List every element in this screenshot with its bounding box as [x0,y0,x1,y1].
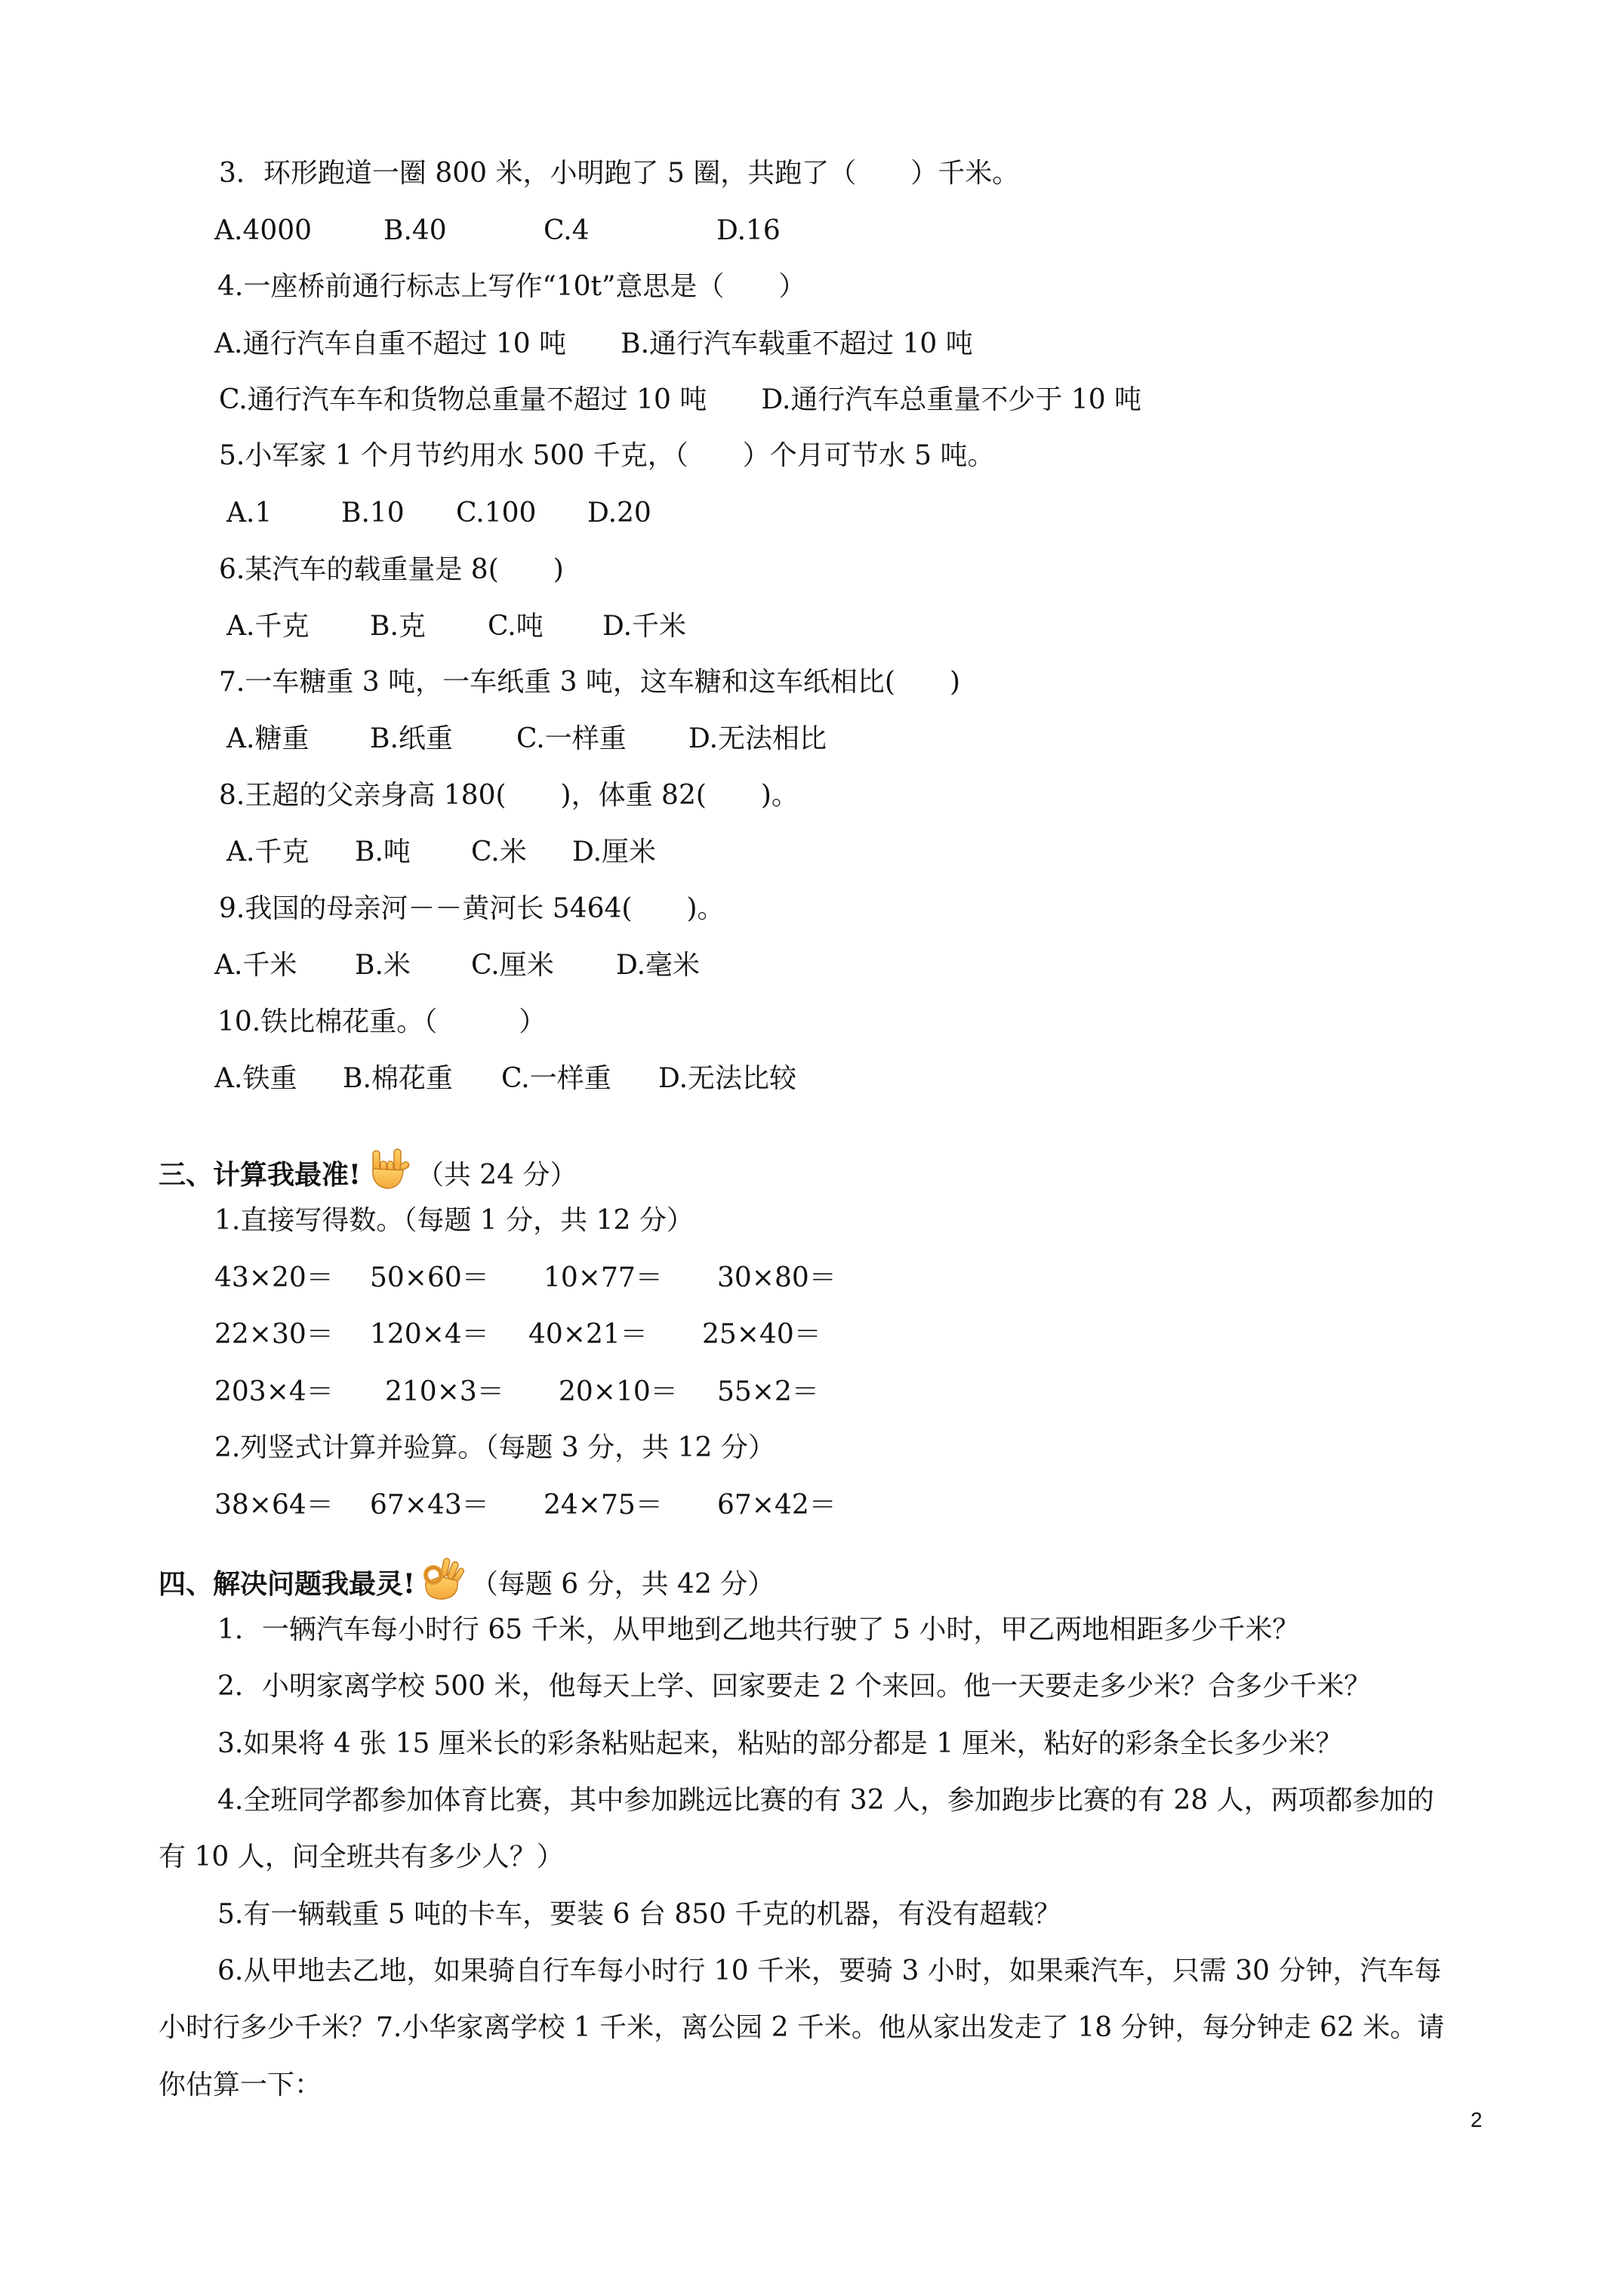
calc-item: 10×77＝ [544,1262,663,1293]
q10-stem: 10.铁比棉花重。（ ） [217,1006,547,1037]
q10-option-a: A.铁重 [214,1063,297,1094]
problem-line: 6.从甲地去乙地，如果骑自行车每小时行 10 千米，要骑 3 小时，如果乘汽车，只需 30 分钟，汽车每 [217,1955,1442,1986]
calc-item: 20×10＝ [559,1376,678,1407]
q9-option-b: B.米 [355,950,411,981]
calc-item: 30×80＝ [717,1262,836,1293]
q7-option-b: B.纸重 [370,723,453,754]
calc-item: 22×30＝ [214,1319,334,1350]
rock-hand-icon [365,1146,412,1193]
section4-heading [159,1555,775,1603]
q3-option-d: D.16 [716,215,781,246]
q9-option-d: D.毫米 [616,950,701,981]
q5-option-d: D.20 [587,498,651,529]
calc-item: 210×3＝ [385,1376,504,1407]
section3-part1-title: 1.直接写得数。（每题 1 分，共 12 分） [214,1205,694,1236]
calc-item: 120×4＝ [370,1319,489,1350]
page-number: 2 [1471,2108,1483,2131]
problem-line: 1．一辆汽车每小时行 65 千米，从甲地到乙地共行驶了 5 小时，甲乙两地相距多少千米？ [217,1614,1300,1645]
calc-item: 25×40＝ [702,1319,821,1350]
q8-stem: 8.王超的父亲身高 180( )，体重 82( )。 [219,780,799,811]
q9-stem: 9.我国的母亲河－－黄河长 5464( )。 [219,893,725,924]
q6-option-a: A.千克 [226,611,310,642]
q5-option-b: B.10 [341,498,405,529]
calc-item: 67×42＝ [717,1490,836,1521]
q7-stem: 7.一车糖重 3 吨，一车纸重 3 吨，这车糖和这车纸相比( ) [219,667,961,698]
section3-part2-title: 2.列竖式计算并验算。（每题 3 分，共 12 分） [214,1432,775,1463]
q8-option-a: A.千克 [226,837,310,868]
q8-option-b: B.吨 [355,837,411,868]
q7-option-a: A.糖重 [226,723,310,754]
calc-item: 50×60＝ [370,1262,489,1293]
problem-line: 4.全班同学都参加体育比赛，其中参加跳远比赛的有 32 人，参加跑步比赛的有 28 人，两项都参加的 [217,1785,1434,1816]
q9-option-a: A.千米 [214,950,297,981]
calc-item: 203×4＝ [214,1376,334,1407]
q3-option-a: A.4000 [214,215,313,246]
q8-option-d: D.厘米 [572,837,657,868]
q6-stem: 6.某汽车的载重量是 8( ) [219,554,564,585]
problem-line: 3.如果将 4 张 15 厘米长的彩条粘贴起来，粘贴的部分都是 1 厘米，粘好的彩条全长多少米？ [217,1728,1343,1759]
q4-stem: 4.一座桥前通行标志上写作“10t”意思是（ ） [217,271,806,302]
q4-options-cd: C.通行汽车车和货物总重量不超过 10 吨 D.通行汽车总重量不少于 10 吨 [219,384,1142,415]
section3-score: （共 24 分） [416,1160,577,1191]
problem-line: 2．小明家离学校 500 米，他每天上学、回家要走 2 个来回。他一天要走多少米？合多少千米？ [217,1671,1372,1702]
calc-item: 67×43＝ [370,1490,489,1521]
calc-item: 40×21＝ [528,1319,648,1350]
q7-option-d: D.无法相比 [688,723,827,754]
q10-option-d: D.无法比较 [658,1063,797,1094]
q6-option-c: C.吨 [488,611,544,642]
ok-hand-icon [420,1555,467,1602]
section4-title: 四、解决问题我最灵! [159,1568,415,1600]
section3-title: 三、计算我最准! [159,1159,361,1191]
calc-item: 55×2＝ [717,1376,819,1407]
q3-option-c: C.4 [544,215,590,246]
q6-option-b: B.克 [370,611,426,642]
q10-option-b: B.棉花重 [343,1063,453,1094]
q3-stem: 3．环形跑道一圈 800 米，小明跑了 5 圈，共跑了（ ）千米。 [219,158,1020,189]
q3-option-b: B.40 [383,215,447,246]
section3-heading [159,1146,577,1194]
q9-option-c: C.厘米 [471,950,554,981]
q6-option-d: D.千米 [602,611,687,642]
section4-score: （每题 6 分，共 42 分） [470,1569,775,1600]
problem-line: 小时行多少千米？7.小华家离学校 1 千米，离公园 2 千米。他从家出发走了 18 分钟，每分钟走 62 米。请 [159,2012,1445,2043]
q7-option-c: C.一样重 [516,723,627,754]
problem-line: 5.有一辆载重 5 吨的卡车，要装 6 台 850 千克的机器，有没有超载？ [217,1899,1061,1930]
calc-item: 24×75＝ [544,1490,663,1521]
calc-item: 38×64＝ [214,1490,334,1521]
calc-item: 43×20＝ [214,1262,334,1293]
q8-option-c: C.米 [471,837,527,868]
q5-stem: 5.小军家 1 个月节约用水 500 千克，（ ）个月可节水 5 吨。 [219,440,995,471]
q10-option-c: C.一样重 [501,1063,611,1094]
q5-option-c: C.100 [456,498,537,529]
q4-options-ab: A.通行汽车自重不超过 10 吨 B.通行汽车载重不超过 10 吨 [214,328,973,359]
problem-line: 你估算一下： [159,2069,322,2100]
problem-line: 有 10 人，问全班共有多少人？） [159,1841,564,1872]
q5-option-a: A.1 [226,498,273,529]
